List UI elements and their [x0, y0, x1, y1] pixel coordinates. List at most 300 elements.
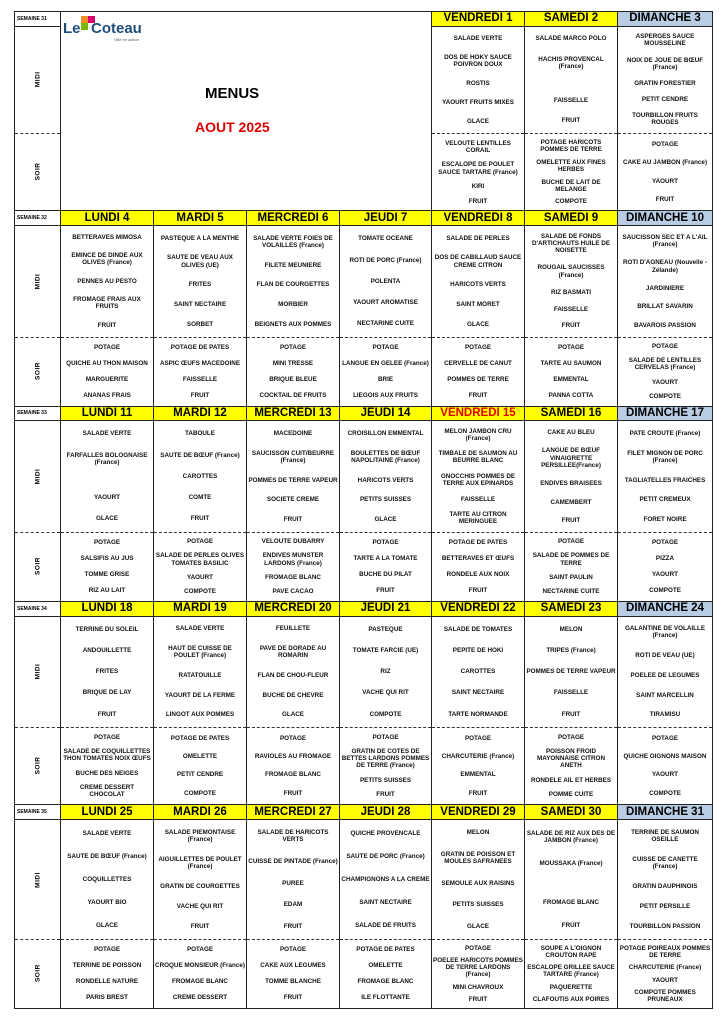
menu-items	[525, 421, 617, 531]
menu-item: GLACE	[95, 921, 119, 929]
day-header-samedi-23: SAMEDI 23	[525, 601, 618, 616]
week-header-row	[15, 12, 713, 27]
menu-items	[618, 617, 712, 727]
menu-cell-midi	[154, 820, 247, 940]
menu-item: POTAGE DE PATES	[170, 735, 230, 743]
soir-label: SOIR	[15, 939, 61, 1008]
menu-items	[525, 617, 617, 727]
menu-item: FRUIT	[190, 515, 210, 523]
menu-item: SAINT MORET	[456, 301, 500, 309]
day-header-vendredi-29: VENDREDI 29	[432, 805, 525, 820]
menu-items	[247, 617, 339, 727]
menu-item: SALADE DE FRUITS	[355, 921, 416, 929]
menu-item: BUCHE DE CHEVRE	[262, 691, 324, 699]
day-header-lundi-25: LUNDI 25	[61, 805, 154, 820]
menu-items	[340, 940, 431, 1008]
menu-items	[340, 728, 431, 804]
day-header-dimanche-10: DIMANCHE 10	[618, 211, 713, 226]
menu-item: ROTI DE PORC (France)	[349, 256, 422, 264]
menu-cell-midi	[432, 421, 525, 532]
menu-cell-midi	[525, 226, 618, 337]
menu-item: COMPOTE POMMES PRUNEAUX	[634, 988, 696, 1004]
menu-item: DOS DE CABILLAUD SAUCE CREME CITRON	[434, 254, 522, 269]
menu-items	[61, 226, 153, 336]
menu-item: POTAGE	[372, 539, 399, 547]
menu-item: FRITES	[95, 668, 119, 676]
menu-item: TARTE AU CITRON MERINGUEE	[449, 511, 507, 526]
menu-item: YAOURT DE LA FERME	[164, 691, 236, 699]
menu-item: FRUIT	[561, 117, 581, 125]
menu-item: CROQUE MONSIEUR (France)	[155, 962, 245, 970]
menu-items	[525, 533, 617, 601]
menu-cell-soir	[618, 939, 713, 1008]
menu-items	[432, 134, 524, 210]
menu-cell-midi	[432, 26, 525, 133]
menu-cell-midi	[432, 820, 525, 940]
day-header-dimanche-17: DIMANCHE 17	[618, 406, 713, 421]
menu-cell-soir	[247, 532, 340, 601]
menu-item: TARTE AU SAUMON	[540, 359, 602, 367]
menu-item: POTAGE HARICOTS POMMES DE TERRE	[540, 138, 602, 153]
menu-item: FAISSELLE	[460, 495, 496, 503]
menu-cell-midi	[61, 820, 154, 940]
menu-item: PANNA COTTA	[548, 391, 594, 399]
menu-items	[432, 338, 524, 406]
menu-cell-soir	[340, 532, 432, 601]
menu-items	[61, 940, 153, 1008]
menu-item: CREME DESSERT	[172, 994, 228, 1002]
menu-items	[618, 533, 712, 601]
menu-cell-soir	[247, 337, 340, 406]
menu-cell-midi	[154, 421, 247, 532]
menu-item: ENDIVES MUNSTER LARDONS (France)	[262, 552, 324, 567]
menu-cell-soir	[61, 532, 154, 601]
menu-item: POMMES DE TERRE VAPEUR	[526, 668, 616, 676]
menu-item: RONDELLE NATURE	[75, 978, 139, 986]
menu-item: PETIT CREMEUX	[639, 496, 691, 504]
menu-item: GLACE	[466, 922, 490, 930]
menu-item: ASPERGES SAUCE MOUSSELINE	[635, 33, 695, 48]
menu-cell-soir	[432, 727, 525, 804]
menu-cell-midi	[432, 616, 525, 727]
menu-item: FRUIT	[655, 195, 675, 203]
menu-item: POTAGE	[651, 343, 679, 351]
menu-item: POTAGE	[651, 735, 679, 743]
page-subtitle: AOUT 2025	[195, 119, 270, 135]
menu-item: POELEE DE LEGUMES	[630, 671, 700, 679]
menu-item: GRATIN DE POISSON ET MOULES SAFRANEES	[440, 850, 516, 865]
menu-item: VELOUTE DUBARRY	[261, 538, 325, 546]
menu-items	[432, 27, 524, 133]
menu-item: GLACE	[95, 515, 119, 523]
menu-item: FRUIT	[468, 996, 488, 1004]
menu-item: COMPOTE	[649, 392, 681, 400]
menu-item: SALADE PIEMONTAISE (France)	[164, 828, 236, 843]
week-header-row	[15, 211, 713, 226]
menu-item: ENDIVES BRAISEES	[540, 480, 602, 488]
menu-item: FAISSELLE	[553, 689, 589, 697]
day-header-dimanche-3: DIMANCHE 3	[618, 12, 713, 27]
menu-item: PETITS SUISSES	[359, 496, 412, 504]
menu-items	[525, 820, 617, 939]
menu-item: SAINT MARCELLIN	[636, 691, 694, 699]
menu-items	[154, 820, 246, 939]
menu-items	[61, 338, 153, 406]
menu-item: POTAGE	[279, 343, 307, 351]
menu-item: GALANTINE DE VOLAILLE (France)	[624, 624, 706, 640]
menu-item: CAKE AUX LEGUMES	[260, 962, 326, 970]
menu-item: SALADE MARCO POLO	[535, 35, 607, 43]
menu-item: EMMENTAL	[460, 771, 496, 779]
menu-item: HARICOTS VERTS	[357, 476, 414, 484]
menu-item: PETITS SUISSES	[359, 776, 412, 784]
menu-item: PAQUERETTE	[549, 983, 593, 991]
menu-item: MELON JAMBON CRU (France)	[444, 427, 512, 442]
week-label: SEMAINE 34	[15, 601, 61, 616]
menu-item: SALADE DE HARICOTS VERTS	[257, 829, 329, 844]
menu-cell-soir	[154, 727, 247, 804]
menu-item: SEMOULE AUX RAISINS	[441, 879, 515, 887]
menu-item: VACHE QUI RIT	[176, 903, 224, 911]
menu-item: ESCALOPE GRILLEE SAUCE TARTARE (France)	[527, 964, 615, 979]
menu-item: COMPOTE	[184, 789, 216, 797]
menu-item: POTAGE	[464, 343, 492, 351]
menu-item: RATATOUILLE	[178, 671, 222, 679]
menu-item: SALADE VERTE	[453, 34, 503, 42]
menu-item: FRUIT	[283, 516, 303, 524]
day-header-mercredi-27: MERCREDI 27	[247, 805, 340, 820]
menu-item: POMME CUITE	[548, 791, 594, 799]
menu-item: QUICHE OIGNONS MAISON	[623, 753, 707, 761]
menu-item: POTAGE	[557, 538, 585, 546]
menu-item: CROISILLON EMMENTAL	[347, 429, 424, 437]
menu-item: POTAGE DE PATES	[448, 539, 508, 547]
menu-item: POISSON FROID MAYONNAISE CITRON ANETH	[537, 748, 605, 770]
menu-item: BRIQUE DE LAY	[82, 689, 132, 697]
menu-item: YAOURT	[93, 494, 120, 502]
menu-item: FRUIT	[376, 791, 395, 799]
menu-items	[432, 533, 524, 601]
soir-row	[15, 532, 713, 601]
menu-cell-midi	[154, 616, 247, 727]
menu-item: FRITES	[188, 281, 212, 289]
menu-item: YAOURT FRUITS MIXES	[442, 98, 514, 106]
day-header-vendredi-15: VENDREDI 15	[432, 406, 525, 421]
menu-item: SALADE DE LENTILLES CERVELAS (France)	[628, 357, 702, 372]
menu-item: CAKE AU JAMBON (France)	[622, 159, 708, 167]
menu-item: NECTARINE CUITE	[542, 587, 600, 595]
menu-item: GRATIN DE COTES DE BETTES LARDONS POMMES DE TERRE (France)	[341, 748, 430, 770]
menu-item: POTAGE	[279, 946, 307, 954]
menu-item: PASTEQUE	[368, 625, 403, 633]
menu-item: TAGLIATELLES FRAICHES	[624, 476, 706, 484]
menu-cell-midi	[618, 820, 713, 940]
menu-cell-midi	[618, 226, 713, 337]
menu-item: POTAGE	[186, 538, 214, 546]
menu-cell-soir	[154, 337, 247, 406]
menu-item: TOMATE FARCIE (UE)	[352, 646, 419, 654]
day-header-mercredi-6: MERCREDI 6	[247, 211, 340, 226]
menu-item: BUCHE DU PILAT	[359, 571, 412, 579]
menu-cell-soir	[154, 939, 247, 1008]
menu-item: CREME DESSERT CHOCOLAT	[79, 784, 135, 799]
menu-item: SALADE VERTE	[82, 830, 132, 837]
menu-item: TIMBALE DE SAUMON AU BEURRE BLANC	[438, 450, 518, 465]
menu-item: YAOURT BIO	[87, 898, 127, 906]
logo	[63, 16, 153, 42]
menu-items	[154, 421, 246, 531]
menu-items	[340, 820, 431, 939]
menu-item: FAISSELLE	[553, 96, 589, 104]
menu-item: FRUIT	[468, 789, 488, 797]
menu-cell-soir	[525, 532, 618, 601]
menu-item: FRUIT	[468, 391, 488, 399]
menu-item: RAVIOLES AU FROMAGE	[254, 753, 332, 761]
menu-cell-soir	[525, 727, 618, 804]
menu-item: PEPITE DE HOKI	[452, 646, 504, 654]
menu-item: PASTEQUE A LA MENTHE	[160, 234, 240, 242]
menu-item: SALADE VERTE	[82, 430, 132, 438]
menu-item: HAUT DE CUISSE DE POULET (France)	[168, 644, 232, 659]
menu-items	[525, 27, 617, 133]
day-header-mercredi-13: MERCREDI 13	[247, 406, 340, 421]
menu-item: SALADE DE FONDS D'ARTICHAUTS HUILE DE NOISETTE	[531, 233, 611, 255]
day-header-samedi-16: SAMEDI 16	[525, 406, 618, 421]
menu-item: RIZ BASMATI	[550, 288, 592, 296]
menu-item: SALADE VERTE	[175, 624, 225, 632]
menu-item: BRIQUE BLEUE	[269, 375, 317, 383]
menu-item: FRUIT	[468, 197, 488, 205]
menu-item: POTAGE POIREAUX POMMES DE TERRE	[619, 944, 711, 959]
menu-item: COMPOTE	[649, 789, 681, 797]
menu-item: TOURBILLON FRUITS ROUGES	[632, 112, 698, 127]
menu-item: OMELETTE	[368, 962, 403, 970]
menu-item: CAKE AU BLEU	[547, 428, 595, 436]
menu-item: POLENTA	[370, 277, 401, 285]
menu-item: MOUSSAKA (France)	[539, 860, 603, 868]
day-header-jeudi-28: JEUDI 28	[340, 805, 432, 820]
menu-item: ROSTIS	[466, 79, 490, 87]
menu-cell-soir	[154, 532, 247, 601]
menu-cell-midi	[340, 616, 432, 727]
menu-item: POMMES DE TERRE	[447, 375, 509, 383]
menu-item: MORBIER	[278, 301, 308, 309]
menu-item: FILET MIGNON DE PORC (France)	[627, 449, 703, 464]
menu-item: CHARCUTERIE (France)	[441, 753, 515, 761]
menu-items	[618, 226, 712, 336]
menu-item: HARICOTS VERTS	[450, 281, 506, 289]
menu-items	[432, 617, 524, 727]
menu-cell-midi	[525, 820, 618, 940]
soir-label: SOIR	[15, 727, 61, 804]
menu-items	[618, 940, 712, 1008]
menu-item: LANGUE EN GELEE (France)	[342, 359, 429, 367]
midi-row	[15, 226, 713, 337]
menu-cell-soir	[618, 337, 713, 406]
menu-cell-soir	[525, 133, 618, 210]
menu-item: FLAN DE COURGETTES	[256, 281, 330, 289]
menu-item: PARIS BREST	[86, 994, 128, 1002]
menu-item: COMPOTE	[555, 198, 587, 206]
menu-items	[432, 820, 524, 939]
menu-item: MELON	[559, 625, 583, 633]
menu-item: NOIX DE JOUE DE BŒUF (France)	[626, 56, 704, 71]
menu-item: POTAGE	[93, 343, 121, 351]
menu-item: YAOURT	[186, 573, 213, 581]
menu-cell-midi	[61, 226, 154, 337]
menu-item: POTAGE DE PATES	[170, 343, 230, 351]
menu-item: ROUGAIL SAUCISSES (France)	[537, 264, 605, 279]
menu-item: MELON	[466, 829, 490, 837]
menu-item: BUCHE DE LAIT DE MELANGE	[541, 178, 601, 193]
menu-cell-soir	[340, 337, 432, 406]
menu-item: TARTE NORMANDE	[448, 710, 508, 718]
menu-item: CLAFOUTIS AUX POIRES	[532, 996, 610, 1004]
menu-cell-midi	[247, 421, 340, 532]
menu-cell-soir	[525, 337, 618, 406]
menu-item: POTAGE	[372, 343, 399, 351]
soir-label: SOIR	[15, 337, 61, 406]
page-title: MENUS	[205, 85, 260, 102]
menu-items	[432, 728, 524, 804]
menu-item: YAOURT	[651, 976, 678, 984]
menu-item: FEUILLETE	[275, 624, 311, 632]
menu-item: RONDELE AIL ET HERBES	[530, 776, 612, 784]
menu-item: SORBET	[186, 321, 214, 329]
menu-items	[154, 728, 246, 804]
day-header-mardi-26: MARDI 26	[154, 805, 247, 820]
menu-item: PETIT CENDRE	[641, 95, 689, 103]
menu-cell-soir	[340, 939, 432, 1008]
menu-item: FROMAGE BLANC	[172, 978, 228, 986]
menu-items	[618, 27, 712, 133]
menu-items	[61, 421, 153, 531]
menu-item: POELEE HARICOTS POMMES DE TERRE LARDONS (France)	[433, 956, 523, 979]
menu-item: ESCALOPE DE POULET SAUCE TARTARE (France)	[438, 161, 518, 176]
menu-item: POTAGE	[464, 735, 492, 743]
week-label: SEMAINE 33	[15, 406, 61, 421]
menu-item: COMTE	[188, 494, 212, 502]
menu-item: FORET NOIRE	[643, 516, 687, 524]
menu-cell-midi	[247, 226, 340, 337]
menu-item: RONDELE AUX NOIX	[446, 571, 510, 579]
day-header-dimanche-24: DIMANCHE 24	[618, 601, 713, 616]
menu-item: PETIT PERSILLE	[639, 903, 691, 911]
menu-items	[247, 728, 339, 804]
menu-item: CHAMPIGNONS A LA CREME	[341, 875, 430, 883]
menu-items	[61, 533, 153, 601]
menu-item: SALADE VERTE FOIES DE VOLAILLES (France)	[253, 234, 333, 249]
menu-item: QUICHE AU THON MAISON	[66, 359, 148, 367]
menu-item: FRUIT	[190, 391, 210, 399]
menu-item: PIZZA	[655, 555, 675, 563]
menu-cell-midi	[340, 820, 432, 940]
menu-item: DOS DE HOKY SAUCE POIVRON DOUX	[444, 53, 512, 68]
menu-items	[247, 226, 339, 336]
menu-item: TERRINE DU SOLEIL	[75, 625, 139, 633]
menu-item: YAOURT	[651, 771, 678, 779]
menu-cell-midi	[618, 26, 713, 133]
menu-items	[432, 940, 524, 1008]
menu-item: FAISSELLE	[553, 305, 589, 313]
menu-item: SAINT NECTAIRE	[451, 689, 505, 697]
midi-label: MIDI	[15, 421, 61, 532]
menu-items	[247, 421, 339, 531]
menu-item: COMPOTE	[184, 587, 216, 595]
menu-cell-soir	[61, 939, 154, 1008]
menu-item: FLAN DE CHOU-FLEUR	[257, 671, 329, 679]
menu-items	[618, 338, 712, 406]
menu-item: JARDINIERE	[645, 285, 685, 292]
menu-cell-soir	[61, 337, 154, 406]
menu-item: NECTARINE CUITE	[357, 320, 414, 328]
menu-items	[618, 820, 712, 939]
menu-item: POTAGE	[279, 735, 307, 743]
day-header-vendredi-22: VENDREDI 22	[432, 601, 525, 616]
menu-item: SALADE DE COQUILLETTES THON TOMATES NOIX ŒUFS	[63, 748, 151, 763]
soir-row	[15, 727, 713, 804]
menu-items	[154, 940, 246, 1008]
soir-label: SOIR	[15, 133, 61, 210]
menu-cell-midi	[340, 226, 432, 337]
menu-item: FRUIT	[561, 921, 581, 929]
menu-cell-soir	[247, 727, 340, 804]
menu-item: FROMAGE BLANC	[265, 771, 321, 779]
menu-item: VACHE QUI RIT	[362, 689, 409, 697]
menu-items	[340, 421, 431, 531]
menu-cell-midi	[618, 421, 713, 532]
menu-item: TARTE A LA TOMATE	[353, 555, 418, 563]
menu-items	[525, 728, 617, 804]
menu-item: PETITS SUISSES	[452, 901, 504, 909]
day-header-dimanche-31: DIMANCHE 31	[618, 805, 713, 820]
menu-item: SALADE DE RIZ AUX DES DE JAMBON (France)	[526, 830, 616, 845]
menu-item: CHARCUTERIE (France)	[628, 964, 702, 972]
menu-item: FROMAGE BLANC	[357, 978, 414, 986]
midi-label: MIDI	[15, 226, 61, 337]
menu-item: EMMENTAL	[553, 375, 589, 383]
menu-item: EMINCE DE DINDE AUX OLIVES (France)	[71, 252, 143, 267]
menu-item: SALADE DE POMMES DE TERRE	[532, 552, 610, 567]
menu-item: POTAGE	[464, 944, 492, 952]
menu-item: ANDOUILLETTE	[82, 646, 132, 654]
menu-item: CAROTTES	[460, 668, 496, 676]
menu-item: SOUPE A L'OIGNON CROUTON RAPE	[540, 944, 602, 959]
menu-item: BRIE	[377, 375, 394, 383]
menu-item: POTAGE	[93, 733, 121, 741]
day-header-jeudi-14: JEUDI 14	[340, 406, 432, 421]
menu-item: TOMME GRISE	[84, 571, 130, 579]
menu-items	[340, 226, 431, 336]
menu-item: TOMME BLANCHE	[265, 978, 321, 986]
menu-item: ROTI D'AGNEAU (Nouvelle -Zélande)	[622, 259, 708, 274]
menu-item: TABOULE	[185, 430, 215, 438]
soir-row	[15, 939, 713, 1008]
logo-le: Le	[63, 20, 81, 37]
menu-item: SAUTE DE BŒUF (France)	[160, 451, 240, 459]
menu-item: FROMAGE FRAIS AUX FRUITS	[73, 296, 141, 311]
menu-cell-midi	[247, 820, 340, 940]
menu-cell-midi	[525, 26, 618, 133]
menu-items	[432, 226, 524, 336]
menu-item: CUISSE DE PINTADE (France)	[248, 858, 338, 865]
menu-item: ANANAS FRAIS	[83, 391, 131, 399]
day-header-jeudi-21: JEUDI 21	[340, 601, 432, 616]
menu-items	[618, 421, 712, 531]
menu-items	[340, 338, 431, 406]
menu-item: TERRINE DE POISSON	[72, 962, 142, 970]
menu-item: SAUTE DE PORC (France)	[346, 852, 425, 860]
